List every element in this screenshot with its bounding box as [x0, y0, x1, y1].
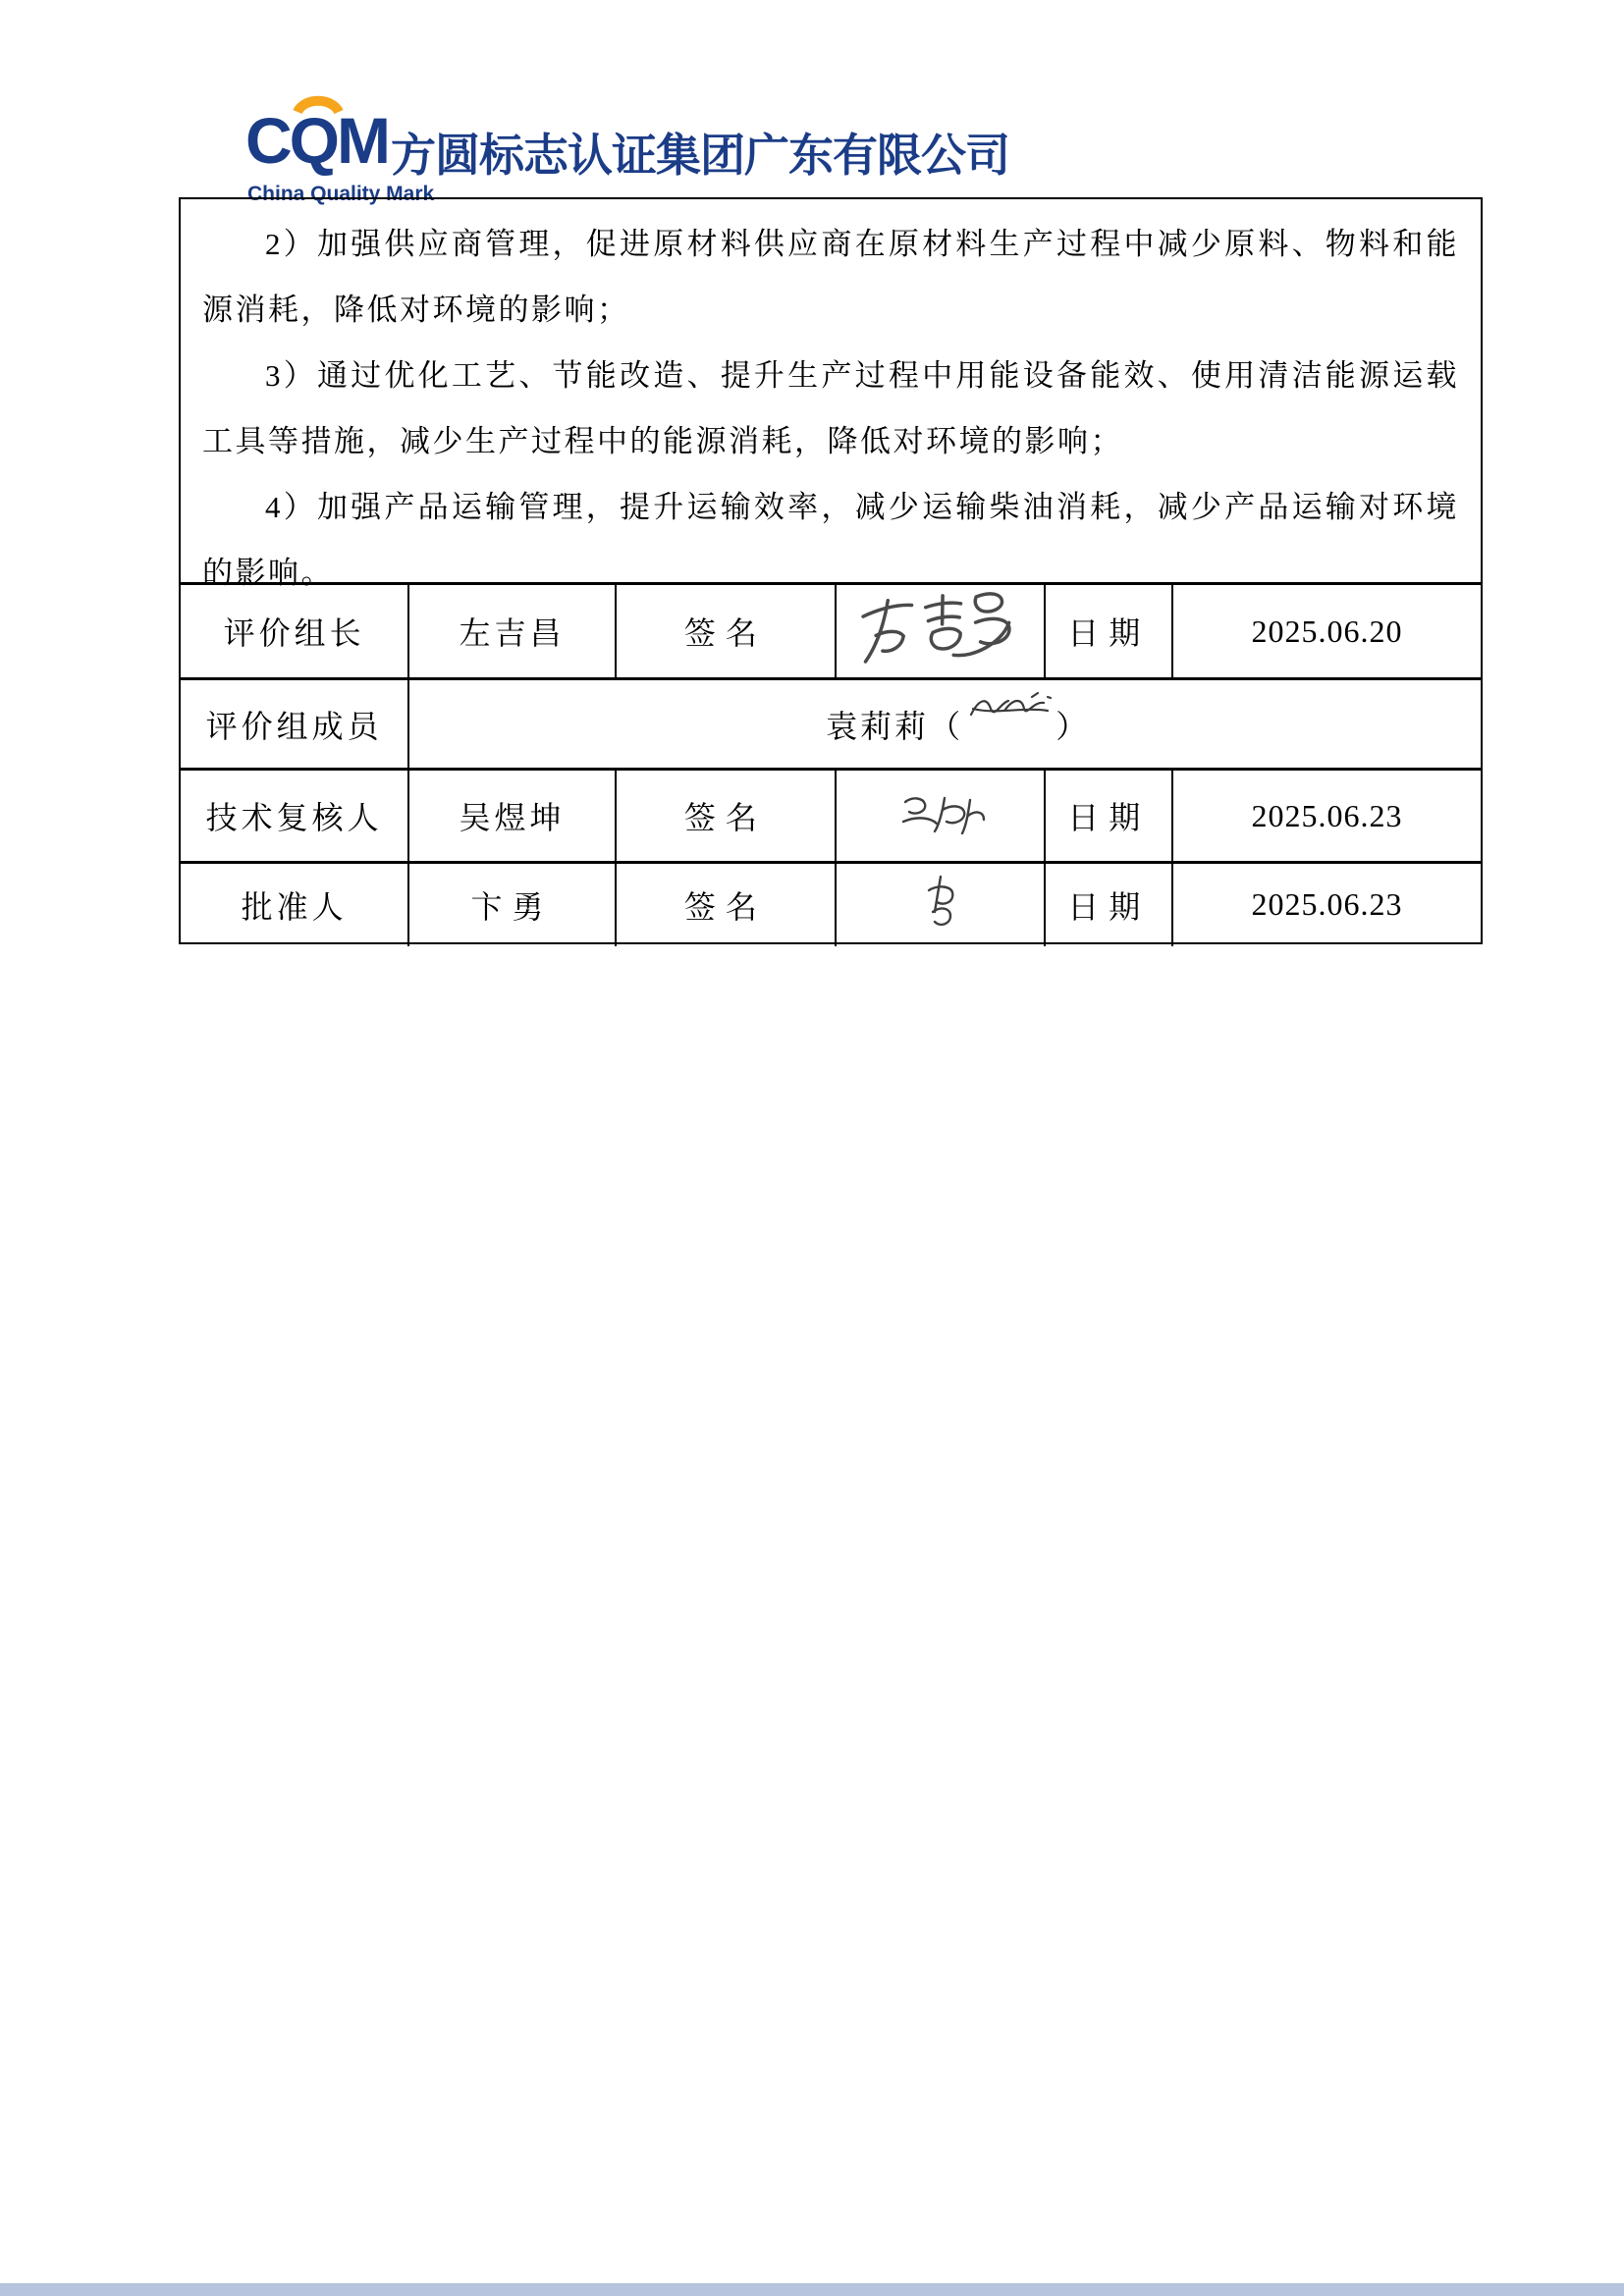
paren-close: ）	[1056, 708, 1091, 744]
paren-open: （	[929, 708, 964, 744]
signature-table	[181, 582, 1481, 946]
sign-label: 签名	[616, 863, 836, 946]
role-label: 评价组成员	[181, 679, 408, 770]
table-row-evaluation-leader	[181, 584, 1481, 679]
signature-yuanlili-image	[965, 689, 1054, 728]
signature-zuojichang-image	[852, 586, 1028, 668]
person-name: 卞勇	[408, 863, 615, 946]
date-label: 日期	[1045, 863, 1172, 946]
signature-bianyong-image	[921, 873, 960, 930]
signature-cell	[836, 770, 1045, 863]
sign-label: 签名	[616, 770, 836, 863]
date-value: 2025.06.23	[1172, 770, 1481, 863]
signature-wuyukun-image	[893, 788, 987, 835]
page-bottom-strip	[0, 2283, 1624, 2296]
date-label: 日期	[1045, 770, 1172, 863]
table-row-approver	[181, 863, 1481, 946]
date-value: 2025.06.20	[1172, 584, 1481, 679]
table-row-technical-reviewer	[181, 770, 1481, 863]
content-box	[179, 197, 1483, 944]
role-label: 技术复核人	[181, 770, 408, 863]
person-name: 吴煜坤	[408, 770, 615, 863]
signature-cell	[836, 863, 1045, 946]
logo-company-name: 方圆标志认证集团广东有限公司	[391, 130, 1009, 181]
signature-cell	[836, 584, 1045, 679]
date-value: 2025.06.23	[1172, 863, 1481, 946]
person-name: 左吉昌	[408, 584, 615, 679]
logo-acronym: CQM	[245, 104, 388, 177]
paragraph-2: 2）加强供应商管理，促进原材料供应商在原材料生产过程中减少原料、物料和能源消耗，降低对环境的影响；	[202, 227, 1459, 327]
role-label: 评价组长	[181, 584, 408, 679]
member-name: 袁莉莉	[826, 708, 930, 744]
paragraph-3: 3）通过优化工艺、节能改造、提升生产过程中用能设备能效、使用清洁能源运载工具等措施，减少生产过程中的能源消耗，降低对环境的影响；	[202, 358, 1459, 458]
date-label: 日期	[1045, 584, 1172, 679]
sign-label: 签名	[616, 584, 836, 679]
body-text	[181, 199, 1481, 606]
role-label: 批准人	[181, 863, 408, 946]
members-cell	[408, 679, 1481, 770]
paragraph-4: 4）加强产品运输管理，提升运输效率，减少运输柴油消耗，减少产品运输对环境的影响。	[202, 490, 1459, 590]
logo-tagline: China Quality Mark	[247, 183, 435, 205]
table-row-evaluation-members	[181, 679, 1481, 770]
